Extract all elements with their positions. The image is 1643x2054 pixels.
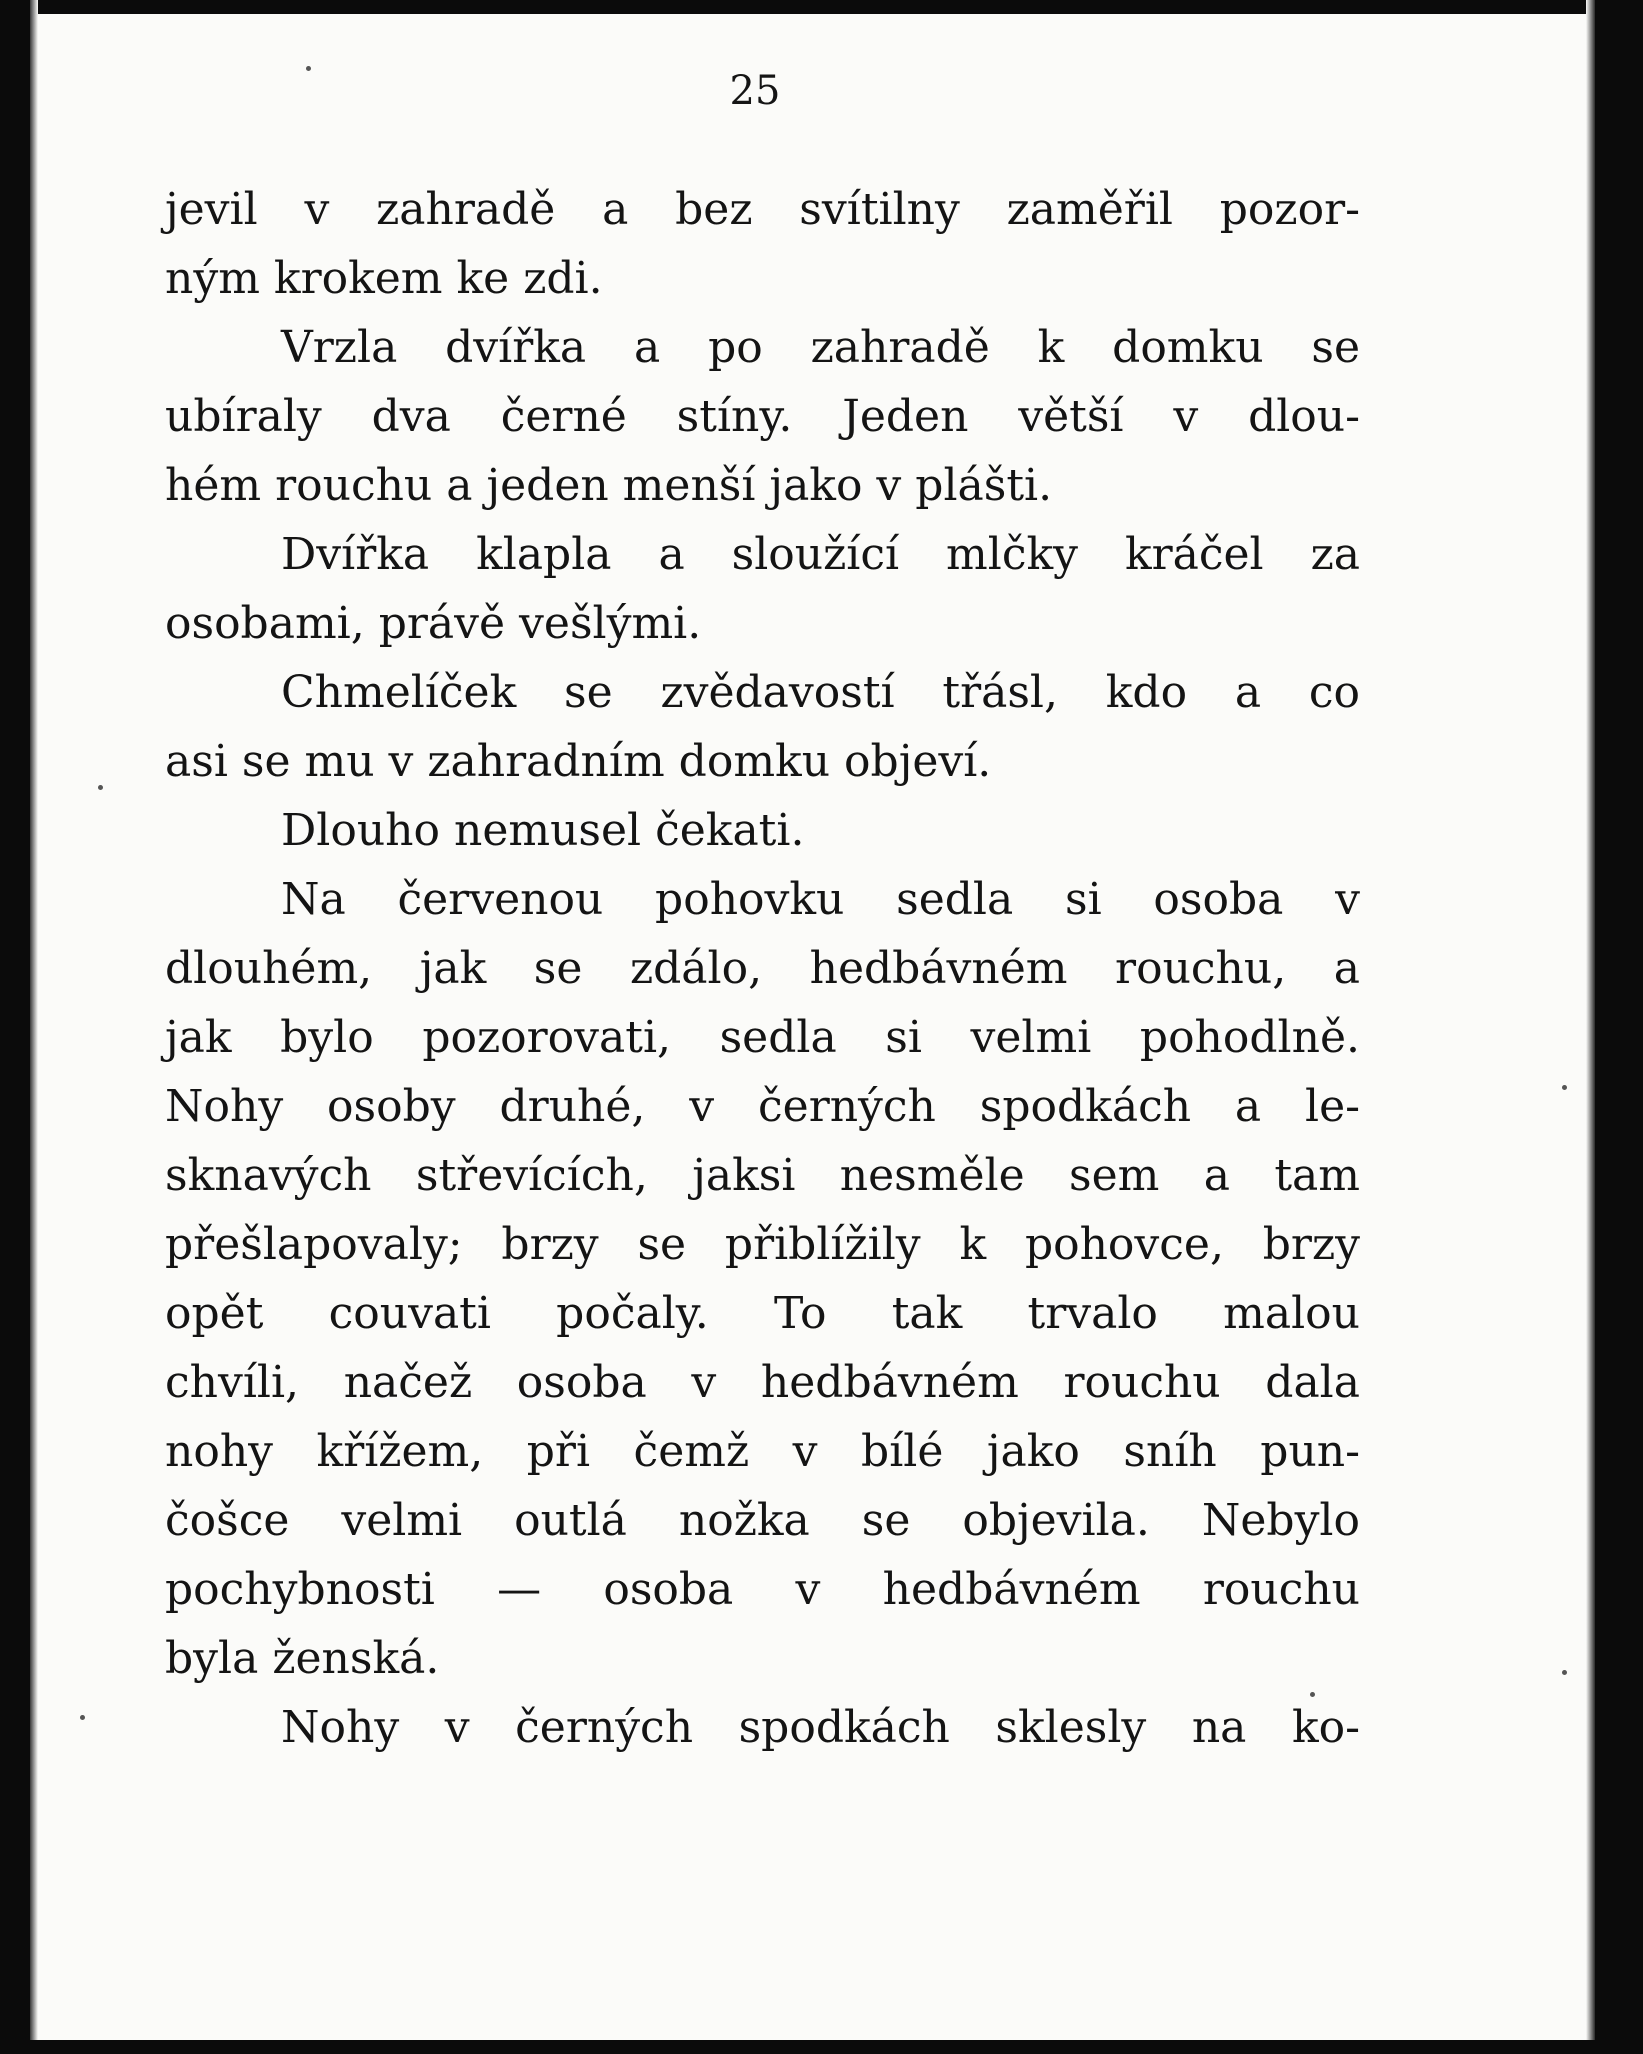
scan-speck — [98, 785, 103, 790]
text-line: asi se mu v zahradním domku objeví. — [165, 736, 992, 787]
scan-shadow-right — [1586, 0, 1595, 2054]
text-line: přešlapovaly; brzy se přiblížily k pohovce, brzy — [165, 1219, 1360, 1270]
text-line: čošce velmi outlá nožka se objevila. Nebylo — [165, 1495, 1360, 1546]
text-line: Chmelíček se zvědavostí třásl, kdo a co — [281, 667, 1360, 718]
page-number: 25 — [729, 68, 781, 114]
text-line: nohy křížem, při čemž v bílé jako sníh pun- — [165, 1426, 1360, 1477]
text-line: osobami, právě vešlými. — [165, 598, 702, 649]
body-text — [165, 175, 1360, 1762]
text-line: Vrzla dvířka a po zahradě k domku se — [281, 322, 1360, 373]
text-line: Na červenou pohovku sedla si osoba v — [281, 874, 1360, 925]
scan-shadow-left — [30, 0, 38, 2054]
text-line: Dvířka klapla a sloužící mlčky kráčel za — [281, 529, 1360, 580]
scan-speck — [1562, 1670, 1567, 1675]
text-line: ubíraly dva černé stíny. Jeden větší v dlou- — [165, 391, 1360, 442]
scan-border-left — [0, 0, 30, 2054]
scan-border-top — [0, 0, 1643, 14]
scan-speck — [1562, 1085, 1567, 1090]
text-line: ným krokem ke zdi. — [165, 253, 603, 304]
scan-border-right — [1595, 0, 1643, 2054]
text-line: Dlouho nemusel čekati. — [281, 805, 805, 856]
text-line: pochybnosti — osoba v hedbávném rouchu — [165, 1564, 1360, 1615]
text-line: hém rouchu a jeden menší jako v plášti. — [165, 460, 1053, 511]
text-line: dlouhém, jak se zdálo, hedbávném rouchu, a — [165, 943, 1360, 994]
text-line: jevil v zahradě a bez svítilny zaměřil pozor- — [165, 184, 1360, 235]
text-line: byla ženská. — [165, 1633, 440, 1684]
text-line: jak bylo pozorovati, sedla si velmi pohodlně. — [165, 1012, 1360, 1063]
text-line: opět couvati počaly. To tak trvalo malou — [165, 1288, 1360, 1339]
text-line: chvíli, načež osoba v hedbávném rouchu dala — [165, 1357, 1360, 1408]
scan-border-bottom — [0, 2040, 1643, 2054]
text-line: Nohy osoby druhé, v černých spodkách a le- — [165, 1081, 1360, 1132]
scan-speck — [80, 1715, 85, 1720]
text-line: Nohy v černých spodkách sklesly na ko- — [281, 1702, 1360, 1753]
text-line: sknavých střevících, jaksi nesměle sem a tam — [165, 1150, 1360, 1201]
